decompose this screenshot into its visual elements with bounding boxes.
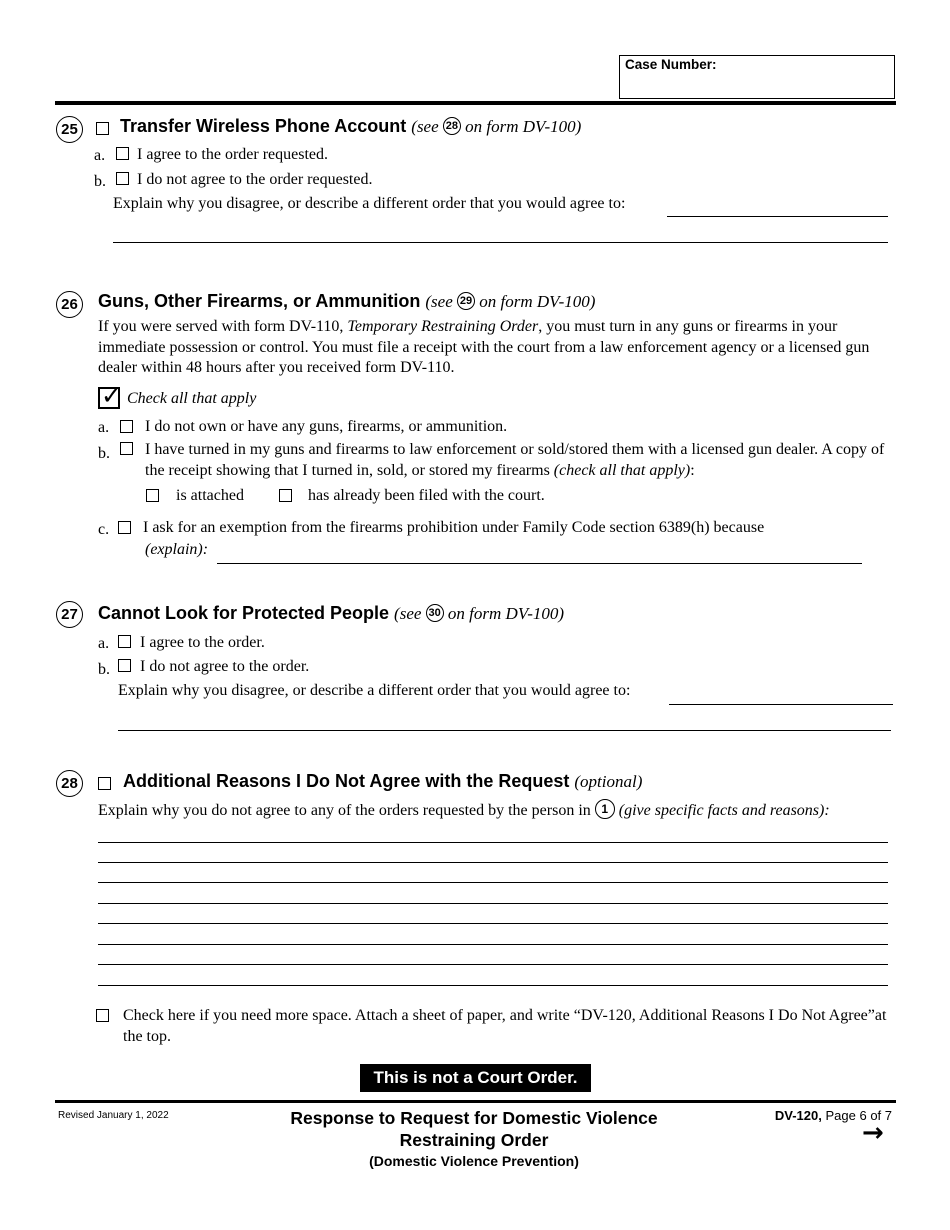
item-25-answer-line-1[interactable] [667, 216, 888, 217]
item-28-optional: (optional) [574, 772, 643, 791]
item-28-answer-line-7[interactable] [98, 964, 888, 965]
item-28-answer-line-1[interactable] [98, 842, 888, 843]
item-number-28: 28 [56, 770, 83, 797]
item-26b-checkbox[interactable] [120, 442, 133, 455]
item-25b-letter: b. [94, 173, 106, 190]
item-25-ref: (see 28 on form DV-100) [411, 117, 582, 136]
item-26a-text: I do not own or have any guns, firearms, or ammunition. [145, 418, 508, 435]
not-court-order-banner: This is not a Court Order. [360, 1064, 591, 1092]
case-number-box[interactable] [619, 55, 895, 99]
more-space-text: Check here if you need more space. Attach a sheet of paper, and write “DV-120, Additional Reasons I Do Not Agree”at the top. [123, 1007, 887, 1045]
item-26-title: Guns, Other Firearms, or Ammunition [98, 291, 421, 311]
item-25a-checkbox[interactable] [116, 147, 129, 160]
item-28-heading [123, 771, 642, 792]
item-26-ref: (see 29 on form DV-100) [425, 292, 596, 311]
checkmark-icon: ✓ [101, 381, 122, 410]
item-26c-letter: c. [98, 521, 110, 538]
item-25a-text: I agree to the order requested. [137, 146, 329, 163]
page-number: Page 6 of 7 [825, 1108, 892, 1123]
item-25-explain: Explain why you disagree, or describe a different order that you would agree to: [113, 195, 626, 212]
ref-number-29: 29 [457, 292, 475, 310]
item-28-title: Additional Reasons I Do Not Agree with the Request [123, 771, 570, 791]
item-28-answer-line-8[interactable] [98, 985, 888, 986]
item-27b-text: I do not agree to the order. [140, 658, 310, 675]
item-26a-checkbox[interactable] [120, 420, 133, 433]
item-25-checkbox[interactable] [96, 122, 109, 135]
item-26b-filed-label: has already been filed with the court. [308, 487, 545, 504]
item-28-answer-line-4[interactable] [98, 903, 888, 904]
item-26a-letter: a. [98, 419, 110, 436]
item-26c-explain-label: (explain): [145, 541, 209, 558]
item-28-answer-line-3[interactable] [98, 882, 888, 883]
ref-number-30: 30 [426, 604, 444, 622]
item-25-answer-line-2[interactable] [113, 242, 888, 243]
item-28-explain: Explain why you do not agree to any of the orders requested by the person in 1 (give specific facts and reasons): [98, 801, 830, 821]
item-26b-text: I have turned in my guns and firearms to law enforcement or sold/stored them with a licensed gun dealer. A copy of the receipt showing that I turned in, sold, or stored my firearms (check all that apply): [145, 441, 885, 479]
item-26b-letter: b. [98, 445, 110, 462]
item-number-27: 27 [56, 601, 83, 628]
footer-title [248, 1107, 700, 1171]
item-27a-letter: a. [98, 635, 110, 652]
item-28-checkbox[interactable] [98, 777, 111, 790]
item-26c-checkbox[interactable] [118, 521, 131, 534]
item-27b-letter: b. [98, 661, 110, 678]
footer-title-line-2: Restraining Order [399, 1130, 549, 1150]
item-26c-answer-line[interactable] [217, 563, 862, 564]
ref-number-1: 1 [595, 799, 615, 819]
item-25b-text: I do not agree to the order requested. [137, 171, 373, 188]
item-28-answer-line-6[interactable] [98, 944, 888, 945]
item-27a-text: I agree to the order. [140, 634, 265, 651]
item-27-answer-line-1[interactable] [669, 704, 893, 705]
item-27-answer-line-2[interactable] [118, 730, 891, 731]
item-number-26: 26 [56, 291, 83, 318]
item-27-heading [98, 603, 564, 624]
check-all-label: Check all that apply [127, 390, 257, 407]
item-26b-attached-label: is attached [176, 487, 244, 504]
next-page-arrow-icon[interactable]: → [862, 1118, 884, 1148]
form-id: DV-120, [774, 1108, 822, 1123]
item-26-heading [98, 291, 595, 312]
case-number-label: Case Number: [625, 57, 717, 72]
check-all-box [98, 381, 122, 410]
item-25-title: Transfer Wireless Phone Account [120, 116, 407, 136]
item-25-heading [120, 116, 581, 137]
footer-rule [55, 1100, 896, 1103]
item-26c-text: I ask for an exemption from the firearms prohibition under Family Code section 6389(h) because [143, 519, 765, 536]
item-number-25: 25 [56, 116, 83, 143]
footer-title-line-1: Response to Request for Domestic Violence [290, 1108, 658, 1128]
ref-number-28: 28 [443, 117, 461, 135]
item-27-ref: (see 30 on form DV-100) [394, 604, 565, 623]
item-25a-letter: a. [94, 147, 106, 164]
footer-subtitle: (Domestic Violence Prevention) [369, 1153, 579, 1169]
item-26-intro: If you were served with form DV-110, Temporary Restraining Order, you must turn in any guns or firearms in your immediate possession or control. You must file a receipt with the court from a law enforcement agency or a licensed gun dealer within 48 hours after you received form DV-110. [98, 318, 870, 376]
item-28-answer-line-5[interactable] [98, 923, 888, 924]
item-27b-checkbox[interactable] [118, 659, 131, 672]
item-25b-checkbox[interactable] [116, 172, 129, 185]
item-26b-attached-checkbox[interactable] [146, 489, 159, 502]
item-27-title: Cannot Look for Protected People [98, 603, 390, 623]
item-26b-filed-checkbox[interactable] [279, 489, 292, 502]
more-space-checkbox[interactable] [96, 1009, 109, 1022]
item-27-explain: Explain why you disagree, or describe a different order that you would agree to: [118, 682, 631, 699]
top-rule [55, 101, 896, 105]
revised-date: Revised January 1, 2022 [58, 1110, 169, 1121]
item-27a-checkbox[interactable] [118, 635, 131, 648]
item-28-answer-line-2[interactable] [98, 862, 888, 863]
